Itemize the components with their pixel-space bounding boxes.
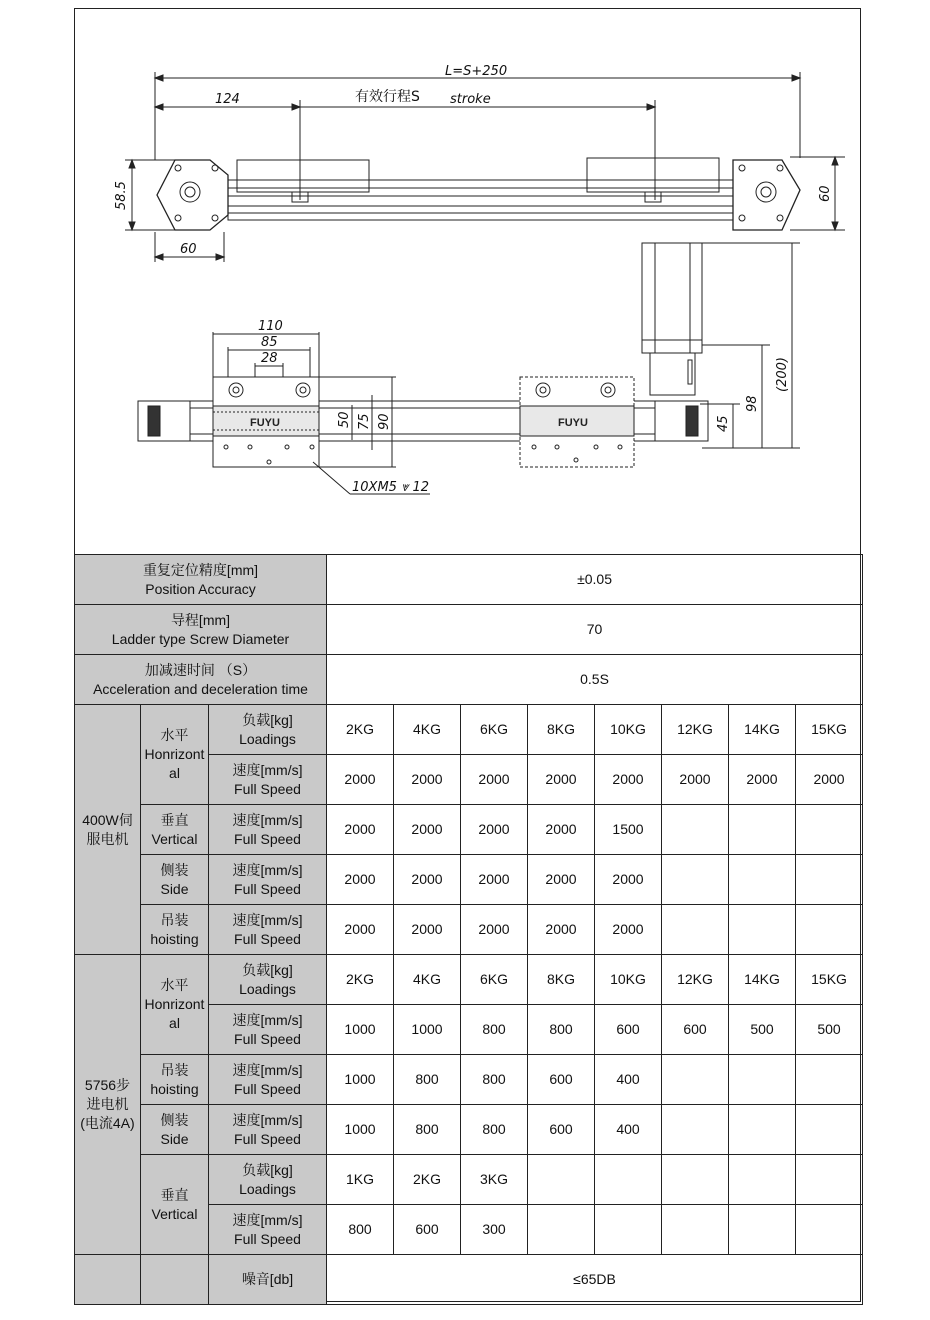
cell: 10KG	[595, 705, 662, 755]
empty-cell	[729, 1205, 796, 1255]
cell: 2000	[327, 805, 394, 855]
cell: 10KG	[595, 955, 662, 1005]
row-accuracy	[75, 555, 863, 605]
cell: 2000	[327, 905, 394, 955]
cell: 600	[528, 1055, 595, 1105]
empty-cell	[796, 1205, 863, 1255]
empty-cell	[662, 905, 729, 955]
cell: 800	[528, 1005, 595, 1055]
empty-cell	[595, 1205, 662, 1255]
cell: 14KG	[729, 705, 796, 755]
stepper-hoisting-row	[75, 1055, 863, 1105]
servo-hoisting-label: 吊装 hoisting	[141, 905, 209, 955]
empty-cell	[662, 855, 729, 905]
row-accel	[75, 655, 863, 705]
cell: 4KG	[394, 955, 461, 1005]
cell: 2000	[461, 905, 528, 955]
dim-110: 110	[258, 319, 283, 334]
stepper-vertical-label: 垂直 Vertical	[141, 1155, 209, 1255]
empty-cell	[729, 855, 796, 905]
cell: 2KG	[394, 1155, 461, 1205]
screw-label: 导程[mm] Ladder type Screw Diameter	[75, 605, 327, 655]
cell: 2000	[327, 755, 394, 805]
servo-vertical-row	[75, 805, 863, 855]
empty-cell	[796, 855, 863, 905]
speed-label: 速度[mm/s] Full Speed	[209, 805, 327, 855]
empty-cell	[662, 1055, 729, 1105]
cell: 1000	[327, 1005, 394, 1055]
cell: 2000	[461, 805, 528, 855]
brand-mark-1: FUYU	[250, 417, 280, 429]
cell: 500	[729, 1005, 796, 1055]
speed-label: 速度[mm/s] Full Speed	[209, 1205, 327, 1255]
accel-label: 加减速时间 （S） Acceleration and deceleration time	[75, 655, 327, 705]
cell: 2000	[662, 755, 729, 805]
row-screw	[75, 605, 863, 655]
cell: 2000	[528, 805, 595, 855]
accuracy-value: ±0.05	[327, 555, 863, 605]
servo-side-label: 侧装 Side	[141, 855, 209, 905]
cell: 2KG	[327, 705, 394, 755]
cell: 2000	[595, 905, 662, 955]
empty-cell	[595, 1155, 662, 1205]
cell: 1000	[327, 1105, 394, 1155]
speed-label: 速度[mm/s] Full Speed	[209, 855, 327, 905]
cell: 1000	[394, 1005, 461, 1055]
cell: 6KG	[461, 955, 528, 1005]
empty-cell	[729, 905, 796, 955]
dim-total-length: L=S+250	[445, 64, 508, 79]
stepper-motor-label: 5756步 进电机 (电流4A)	[75, 955, 141, 1255]
cell: 2000	[327, 855, 394, 905]
accel-value: 0.5S	[327, 655, 863, 705]
cell: 600	[662, 1005, 729, 1055]
screw-value: 70	[327, 605, 863, 655]
cell: 14KG	[729, 955, 796, 1005]
front-view	[138, 243, 800, 495]
empty-cell	[729, 1155, 796, 1205]
empty-cell	[141, 1255, 209, 1305]
cell: 8KG	[528, 955, 595, 1005]
cell: 600	[595, 1005, 662, 1055]
cell: 400	[595, 1055, 662, 1105]
cell: 2000	[729, 755, 796, 805]
cell: 300	[461, 1205, 528, 1255]
dim-45: 45	[716, 415, 731, 432]
servo-vertical-label: 垂直 Vertical	[141, 805, 209, 855]
cell: 2000	[461, 755, 528, 805]
stepper-vertical-load-row	[75, 1155, 863, 1205]
cell: 1KG	[327, 1155, 394, 1205]
stroke-label-cn: 有效行程S	[355, 89, 420, 105]
brand-mark-2: FUYU	[558, 417, 588, 429]
empty-cell	[75, 1255, 141, 1305]
empty-cell	[662, 805, 729, 855]
servo-motor-label: 400W伺 服电机	[75, 705, 141, 955]
cell: 800	[461, 1055, 528, 1105]
servo-load-label: 负载[kg] Loadings	[209, 705, 327, 755]
cell: 2000	[528, 905, 595, 955]
technical-drawing	[75, 9, 860, 551]
servo-horizontal-load-row	[75, 705, 863, 755]
cell: 2000	[394, 855, 461, 905]
cell: 600	[394, 1205, 461, 1255]
dim-end-width: 60	[180, 242, 197, 257]
stroke-label-en: stroke	[450, 92, 491, 107]
cell: 2000	[394, 905, 461, 955]
dim-height-left: 58.5	[114, 181, 129, 210]
stepper-hoisting-label: 吊装 hoisting	[141, 1055, 209, 1105]
cell: 2000	[595, 855, 662, 905]
stepper-horizontal-load-row	[75, 955, 863, 1005]
empty-cell	[796, 905, 863, 955]
cell: 400	[595, 1105, 662, 1155]
cell: 15KG	[796, 955, 863, 1005]
cell: 15KG	[796, 705, 863, 755]
servo-horizontal-label: 水平 Honrizont al	[141, 705, 209, 805]
dim-200: (200)	[775, 357, 790, 392]
empty-cell	[528, 1155, 595, 1205]
empty-cell	[662, 1105, 729, 1155]
empty-cell	[662, 1155, 729, 1205]
servo-side-row	[75, 855, 863, 905]
empty-cell	[796, 1055, 863, 1105]
empty-cell	[528, 1205, 595, 1255]
cell: 6KG	[461, 705, 528, 755]
cell: 1000	[327, 1055, 394, 1105]
noise-value: ≤65DB	[327, 1255, 863, 1305]
cell: 2000	[595, 755, 662, 805]
noise-label: 噪音[db]	[209, 1255, 327, 1305]
stepper-side-label: 侧装 Side	[141, 1105, 209, 1155]
cell: 800	[461, 1005, 528, 1055]
cell: 12KG	[662, 955, 729, 1005]
cell: 800	[394, 1055, 461, 1105]
empty-cell	[729, 1105, 796, 1155]
cell: 3KG	[461, 1155, 528, 1205]
dim-height-right: 60	[818, 185, 833, 202]
empty-cell	[729, 805, 796, 855]
cell: 2000	[528, 755, 595, 805]
accuracy-label: 重复定位精度[mm] Position Accuracy	[75, 555, 327, 605]
dim-offset: 124	[215, 92, 240, 107]
top-view	[114, 64, 845, 262]
cell: 12KG	[662, 705, 729, 755]
stepper-side-row	[75, 1105, 863, 1155]
empty-cell	[796, 1105, 863, 1155]
spec-table	[74, 554, 863, 1305]
cell: 800	[394, 1105, 461, 1155]
speed-label: 速度[mm/s] Full Speed	[209, 755, 327, 805]
speed-label: 速度[mm/s] Full Speed	[209, 905, 327, 955]
dim-98: 98	[745, 395, 760, 412]
cell: 2000	[528, 855, 595, 905]
dim-85: 85	[261, 335, 278, 350]
cell: 2000	[461, 855, 528, 905]
speed-label: 速度[mm/s] Full Speed	[209, 1005, 327, 1055]
servo-hoisting-row	[75, 905, 863, 955]
dim-90: 90	[377, 413, 392, 430]
cell: 600	[528, 1105, 595, 1155]
empty-cell	[729, 1055, 796, 1105]
cell: 2000	[394, 755, 461, 805]
cell: 800	[327, 1205, 394, 1255]
stepper-load-label: 负载[kg] Loadings	[209, 955, 327, 1005]
cell: 1500	[595, 805, 662, 855]
cell: 2KG	[327, 955, 394, 1005]
dim-50: 50	[337, 411, 352, 428]
dim-28: 28	[261, 351, 278, 366]
empty-cell	[796, 805, 863, 855]
empty-cell	[796, 1155, 863, 1205]
stepper-vertical-load-label: 负载[kg] Loadings	[209, 1155, 327, 1205]
dim-75: 75	[357, 413, 372, 430]
cell: 500	[796, 1005, 863, 1055]
cell: 8KG	[528, 705, 595, 755]
speed-label: 速度[mm/s] Full Speed	[209, 1055, 327, 1105]
speed-label: 速度[mm/s] Full Speed	[209, 1105, 327, 1155]
cell: 4KG	[394, 705, 461, 755]
hole-note: 10XM5 ⩔ 12	[352, 480, 430, 495]
cell: 2000	[796, 755, 863, 805]
row-noise	[75, 1255, 863, 1305]
cell: 800	[461, 1105, 528, 1155]
stepper-horizontal-label: 水平 Honrizont al	[141, 955, 209, 1055]
cell: 2000	[394, 805, 461, 855]
empty-cell	[662, 1205, 729, 1255]
